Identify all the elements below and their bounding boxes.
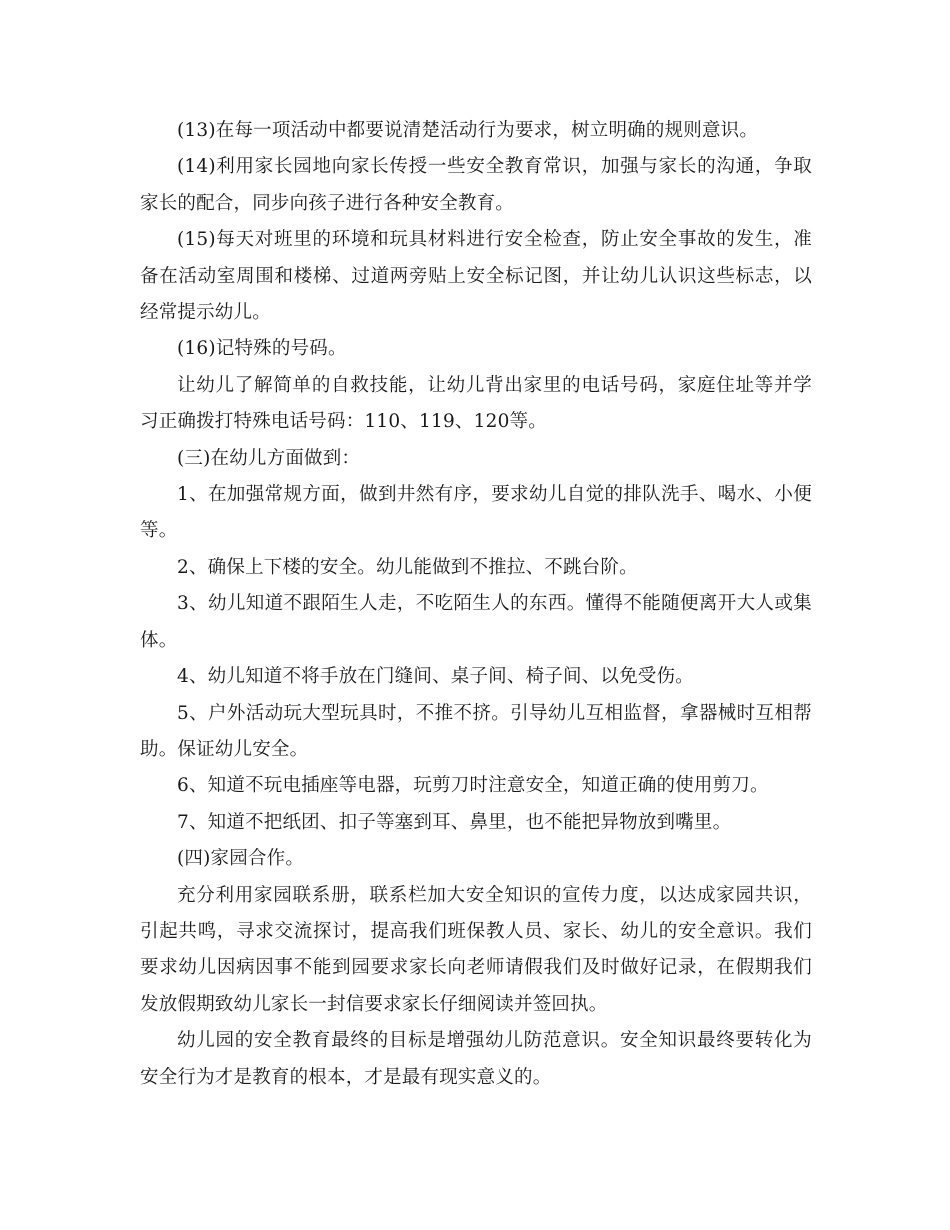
paragraph-16: (16)记特殊的号码。 [177, 338, 347, 360]
document-body [140, 113, 812, 1096]
paragraph-14: (14)利用家长园地向家长传授一些安全教育常识，加强与家长的沟通，争取家长的配合，同步向孩子进行各种安全教育。 [140, 156, 812, 214]
paragraph-home-school: 充分利用家园联系册，联系栏加大安全知识的宣传力度，以达成家园共识，引起共鸣，寻求交流探讨，提高我们班保教人员、家长、幼儿的安全意识。我们要求幼儿因病因事不能到园要求家长向老师请假我们及时做好记录，在假期我们发放假期致幼儿家长一封信要求家长仔细阅读并签回执。 [140, 884, 812, 1015]
list-item-1: 1、在加强常规方面，做到井然有序，要求幼儿自觉的排队洗手、喝水、小便等。 [140, 484, 812, 542]
list-item-5: 5、户外活动玩大型玩具时，不推不挤。引导幼儿互相监督，拿器械时互相帮助。保证幼儿安全。 [140, 702, 812, 760]
section-heading-3: (三)在幼儿方面做到： [177, 447, 361, 469]
list-item-2: 2、确保上下楼的安全。幼儿能做到不推拉、不跳台阶。 [177, 556, 638, 578]
list-item-3: 3、幼儿知道不跟陌生人走，不吃陌生人的东西。懂得不能随便离开大人或集体。 [140, 593, 812, 651]
section-heading-4: (四)家园合作。 [177, 848, 305, 870]
list-item-4: 4、幼儿知道不将手放在门缝间、桌子间、椅子间、以免受伤。 [177, 666, 694, 688]
paragraph-self-rescue: 让幼儿了解简单的自救技能，让幼儿背出家里的电话号码，家庭住址等并学习正确拨打特殊电话号码：110、119、120等。 [140, 374, 812, 433]
paragraph-15: (15)每天对班里的环境和玩具材料进行安全检查，防止安全事故的发生，准备在活动室周围和楼梯、过道两旁贴上安全标记图，并让幼儿认识这些标志，以经常提示幼儿。 [140, 229, 812, 324]
list-item-7: 7、知道不把纸团、扣子等塞到耳、鼻里，也不能把异物放到嘴里。 [177, 811, 732, 833]
list-item-6: 6、知道不玩电插座等电器，玩剪刀时注意安全，知道正确的使用剪刀。 [177, 775, 769, 797]
paragraph-conclusion: 幼儿园的安全教育最终的目标是增强幼儿防范意识。安全知识最终要转化为安全行为才是教育的根本，才是最有现实意义的。 [140, 1030, 812, 1088]
paragraph-13: (13)在每一项活动中都要说清楚活动行为要求，树立明确的规则意识。 [177, 120, 759, 141]
